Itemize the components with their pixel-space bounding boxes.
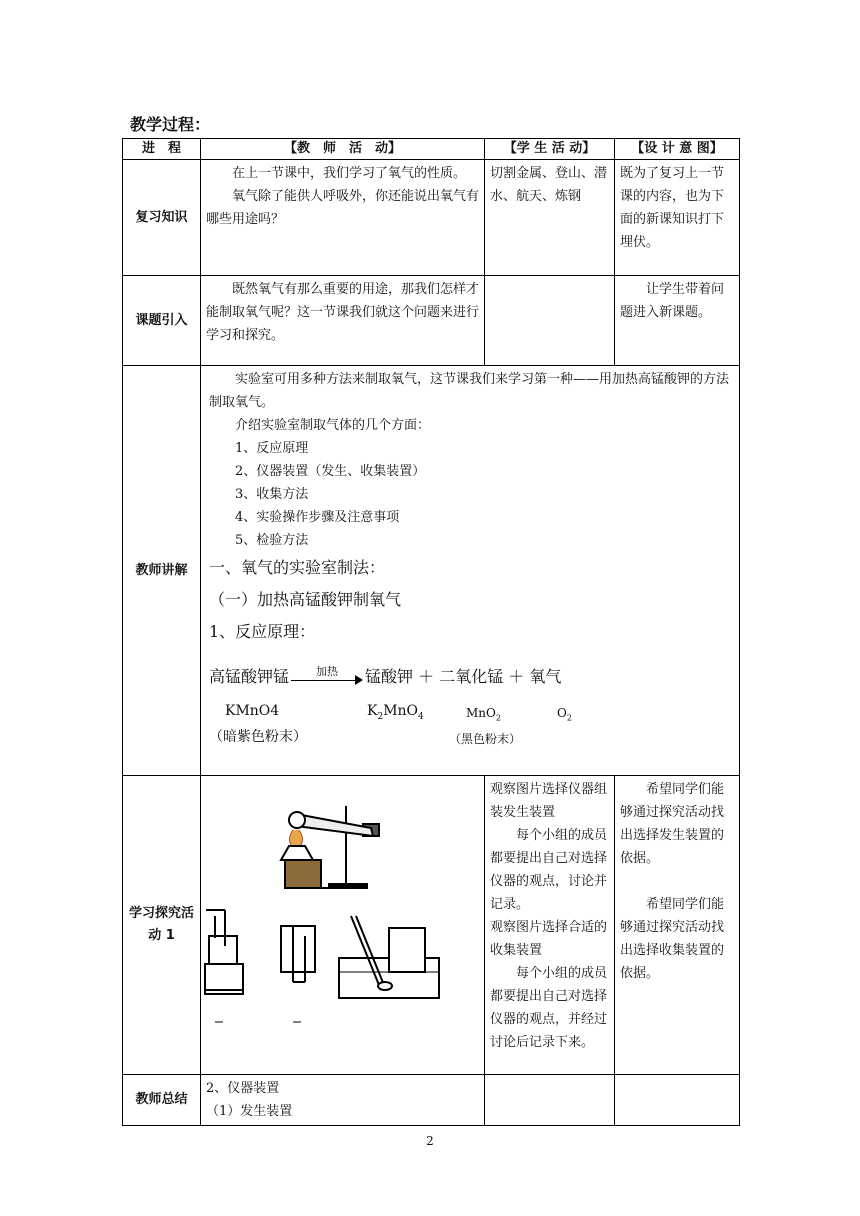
subheading: 1、反应原理： [209, 622, 316, 641]
formula-mno2: MnO$_2$ [466, 706, 501, 723]
design-intent [615, 1075, 740, 1126]
design-intent [615, 776, 740, 1075]
header-row [123, 139, 740, 160]
formula-k2mno4: $K_2MnO_4$ [367, 703, 424, 722]
stage-label: 课题引入 [123, 276, 201, 366]
text: 实验室可用多种方法来制取氧气，这节课我们来学习第一种——用加热高锰酸钾的方法制取氧气。 [209, 372, 730, 410]
text: 每个小组的成员都要提出自己对选择仪器的观点，讨论并记录。 [490, 828, 608, 912]
text: 氧气除了能供人呼吸外，你还能说出氧气有哪些用途吗？ [206, 189, 480, 227]
list-item: 3、收集方法 [235, 487, 309, 502]
row-summary [123, 1075, 740, 1126]
stage-label: 教师讲解 [123, 366, 201, 776]
list-item: 4、实验操作步骤及注意事项 [235, 510, 400, 525]
list-item: 5、检验方法 [235, 533, 309, 548]
text: 既然氧气有那么重要的用途，那我们怎样才能制取氧气呢？这一节课我们就这个问题来进行学习和探究。 [206, 282, 480, 343]
design-intent: 既为了复习上一节课的内容，也为下面的新课知识打下埋伏。 [615, 160, 740, 276]
lesson-table [122, 138, 740, 1126]
student-activity: 切割金属、登山、潜水、航天、炼钢 [485, 160, 615, 276]
text: （1）发生装置 [206, 1104, 293, 1119]
row-lecture [123, 366, 740, 776]
teacher-activity [201, 1075, 485, 1126]
header-teacher: 【教 师 活 动】 [201, 139, 485, 160]
reaction-equation [209, 658, 734, 688]
formula-kmno4: KMnO4 [225, 703, 280, 719]
reactant: 高锰酸钾锰 [209, 667, 290, 686]
page-number: 2 [426, 1134, 434, 1148]
products: 锰酸钾 ＋ 二氧化锰 ＋ 氧气 [365, 667, 562, 686]
student-activity [485, 776, 615, 1075]
note-row [209, 726, 734, 750]
list-item: 2、仪器装置（发生、收集装置） [235, 464, 426, 479]
lab-apparatus-illustration [201, 776, 483, 1066]
subheading: 一、氧气的实验室制法： [209, 558, 386, 577]
stage-label: 复习知识 [123, 160, 201, 276]
note-purple-powder: （暗紫色粉末） [209, 729, 307, 745]
inverted-bottle-icon [281, 926, 315, 982]
subheading: （一）加热高锰酸钾制氧气 [209, 590, 402, 609]
stage-label: 教师总结 [123, 1075, 201, 1126]
list-item: 1、反应原理 [235, 441, 309, 456]
text: 每个小组的成员都要提出自己对选择仪器的观点，并经过讨论后记录下来。 [490, 966, 608, 1050]
heat-arrow [291, 665, 363, 688]
text: 在上一节课中，我们学习了氧气的性质。 [232, 166, 467, 181]
text: 介绍实验室制取气体的几个方面： [235, 418, 431, 433]
text: 观察图片选择仪器组装发生装置 [490, 782, 608, 820]
student-activity [485, 276, 615, 366]
design-intent [615, 276, 740, 366]
text: 2、仪器装置 [206, 1081, 280, 1096]
heating-apparatus-icon [281, 806, 379, 888]
lecture-content [201, 366, 740, 776]
text: 让学生带着问题进入新课题。 [620, 282, 725, 320]
text: 希望同学们能够通过探究活动找出选择发生装置的依据。 [620, 782, 725, 866]
header-design: 【设 计 意 图】 [615, 139, 740, 160]
text: 观察图片选择合适的收集装置 [490, 920, 608, 958]
row-intro [123, 276, 740, 366]
water-trough-icon [339, 916, 439, 998]
formula-o2: $O_2$ [557, 706, 572, 723]
stage-label: 学习探究活动 1 [123, 776, 201, 1075]
formula-row [209, 698, 734, 726]
condition-label: 加热 [316, 665, 339, 678]
row-inquiry [123, 776, 740, 1075]
teacher-activity [201, 160, 485, 276]
header-stage: 进 程 [123, 139, 201, 160]
apparatus-figures [201, 776, 485, 1075]
row-review [123, 160, 740, 276]
note-black-powder: （黑色粉末） [449, 732, 522, 746]
student-activity [485, 1075, 615, 1126]
text: 希望同学们能够通过探究活动找出选择收集装置的依据。 [620, 897, 725, 981]
gas-collection-bottle-icon [205, 910, 243, 994]
section-heading: 教学过程： [130, 115, 211, 134]
header-student: 【学 生 活 动】 [485, 139, 615, 160]
teacher-activity [201, 276, 485, 366]
